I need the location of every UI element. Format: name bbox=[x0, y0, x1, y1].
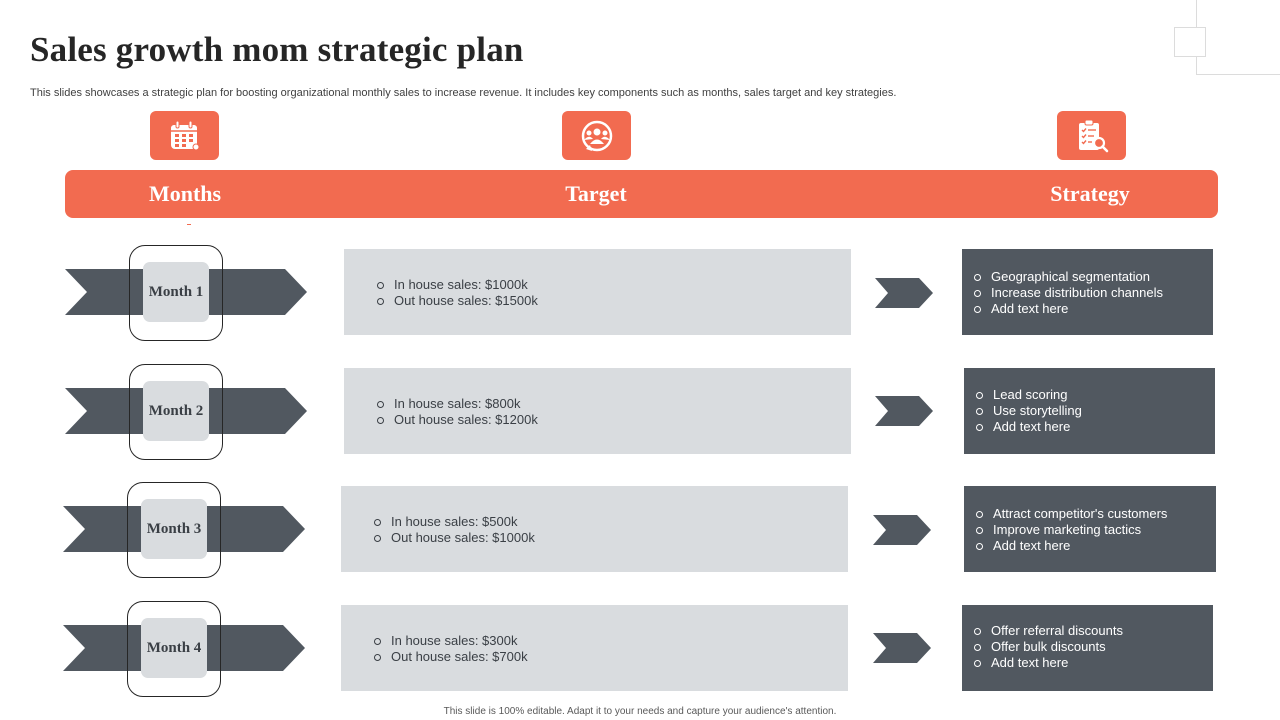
target-item: Out house sales: $1200k bbox=[375, 412, 538, 428]
strategy-box bbox=[964, 486, 1216, 572]
strategy-box bbox=[962, 605, 1213, 691]
strategy-icon-tile bbox=[1057, 111, 1126, 160]
strategy-item: Offer bulk discounts bbox=[972, 639, 1123, 655]
strategy-item: Use storytelling bbox=[974, 403, 1082, 419]
header-months: Months bbox=[148, 181, 222, 206]
target-item: Out house sales: $1500k bbox=[375, 293, 538, 309]
strategy-box bbox=[962, 249, 1213, 335]
strategy-item: Increase distribution channels bbox=[972, 285, 1163, 301]
corner-decoration-line bbox=[1196, 74, 1280, 75]
target-box bbox=[344, 368, 851, 454]
page-title: Sales growth mom strategic plan bbox=[30, 30, 524, 69]
month-ribbon bbox=[65, 364, 315, 460]
target-box bbox=[344, 249, 851, 335]
months-icon-tile bbox=[150, 111, 219, 160]
corner-decoration-box bbox=[1174, 27, 1206, 57]
target-item: Out house sales: $1000k bbox=[372, 530, 535, 546]
strategy-item: Add text here bbox=[972, 301, 1163, 317]
row-arrow bbox=[873, 633, 931, 663]
calendar-icon bbox=[168, 119, 202, 153]
footer-note: This slide is 100% editable. Adapt it to your needs and capture your audience's attention. bbox=[443, 706, 837, 717]
target-box bbox=[341, 486, 848, 572]
checklist-search-icon bbox=[1074, 118, 1110, 154]
header-target: Target bbox=[565, 181, 627, 206]
strategy-item: Geographical segmentation bbox=[972, 269, 1163, 285]
month-ribbon bbox=[63, 601, 313, 697]
month-label: Month 3 bbox=[141, 499, 207, 559]
column-header-bar bbox=[65, 170, 1218, 218]
month-label: Month 1 bbox=[143, 262, 209, 322]
target-item: In house sales: $500k bbox=[372, 514, 535, 530]
strategy-box bbox=[964, 368, 1215, 454]
row-arrow bbox=[875, 278, 933, 308]
strategy-item: Lead scoring bbox=[974, 387, 1082, 403]
month-ribbon bbox=[65, 245, 315, 341]
strategy-item: Add text here bbox=[974, 419, 1082, 435]
row-arrow bbox=[875, 396, 933, 426]
month-label: Month 4 bbox=[141, 618, 207, 678]
strategy-item: Add text here bbox=[972, 655, 1123, 671]
month-ribbon bbox=[63, 482, 313, 578]
target-item: In house sales: $300k bbox=[372, 633, 528, 649]
target-icon-tile bbox=[562, 111, 631, 160]
decorative-dash bbox=[187, 224, 191, 225]
team-target-icon bbox=[579, 118, 615, 154]
strategy-item: Attract competitor's customers bbox=[974, 506, 1167, 522]
strategy-item: Offer referral discounts bbox=[972, 623, 1123, 639]
header-strategy: Strategy bbox=[1050, 181, 1130, 206]
row-arrow bbox=[873, 515, 931, 545]
month-label: Month 2 bbox=[143, 381, 209, 441]
target-item: In house sales: $800k bbox=[375, 396, 538, 412]
target-item: In house sales: $1000k bbox=[375, 277, 538, 293]
page-subtitle: This slides showcases a strategic plan for boosting organizational monthly sales to increase revenue. It includes key components such as months, sales target and key strategies. bbox=[30, 87, 897, 99]
strategy-item: Improve marketing tactics bbox=[974, 522, 1167, 538]
target-box bbox=[341, 605, 848, 691]
target-item: Out house sales: $700k bbox=[372, 649, 528, 665]
strategy-item: Add text here bbox=[974, 538, 1167, 554]
